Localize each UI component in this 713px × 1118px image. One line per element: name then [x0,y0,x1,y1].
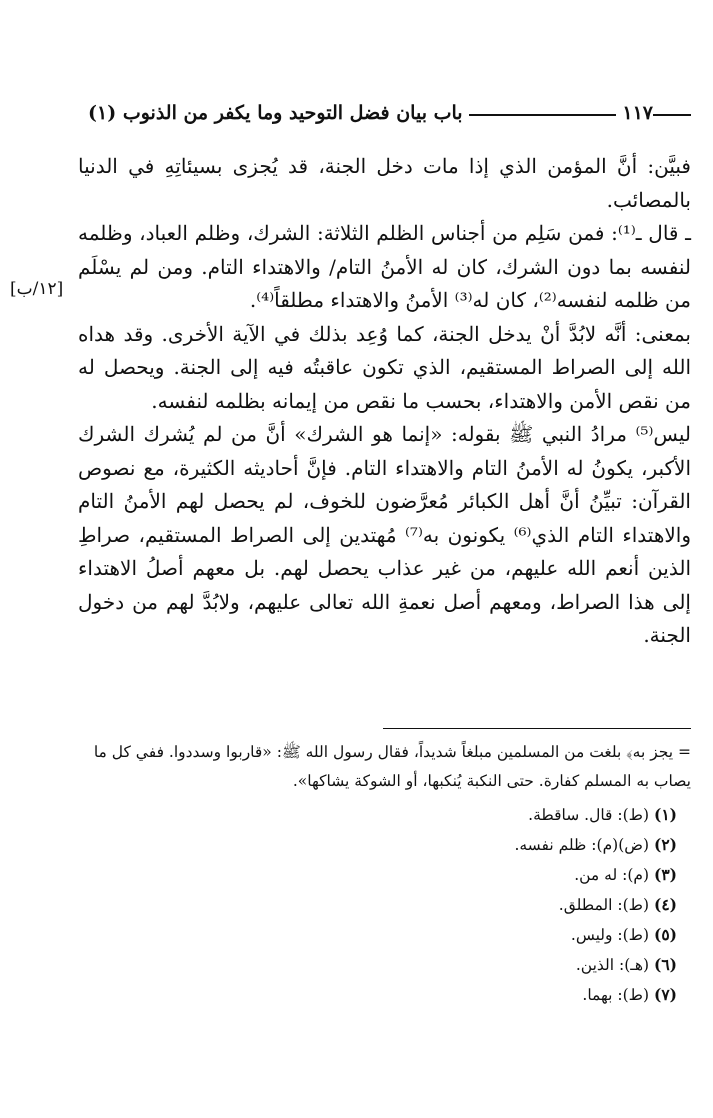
footnote-text: (ض)(م): ظلم نفسه. [514,836,650,854]
footnote-list [78,800,691,1010]
footnote-text: (ط): بهما. [582,986,650,1004]
footnote-continuation: = يجز به﴾ بلغت من المسلمين مبلغاً شديداً، فقال رسول الله ﷺ: «قاربوا وسددوا. ففي كل ما يصاب به المسلم كفارة. حتى النكبة يُنكبها، أو الشوكة يشاكها». [93,743,691,790]
paragraph: بمعنى: أنَّه لابُدَّ أنْ يدخل الجنة، كما وُعِد بذلك في الآية الأخرى. وقد هداه الله إلى الصراط المستقيم، الذي تكون عاقبتُه فيه إلى الجنة. ويحصل له من نقص الأمن والاهتداء، بحسب ما نقص من إيمانه بظلمه لنفسه. [78,321,692,413]
footnotes [78,738,691,1010]
footnote-item [78,800,677,830]
footnote-number: (٣) [653,865,677,884]
paragraph: ليس⁽⁵⁾ مرادُ النبي ﷺ بقوله: «إنما هو الشرك» أنَّ من لم يُشرك الشرك الأكبر، يكونُ له الأمنُ التام والاهتداء التام. فإنَّ أحاديثه الكثيرة، مع نصوص القرآن: تبيِّنُ أنَّ أهل الكبائر مُعرَّضون للخوف، لم يحصل لهم الأمنُ التام والاهتداء التام الذي⁽⁶⁾ يكونون به⁽⁷⁾ مُهتدين إلى الصراط المستقيم، صراطِ الذين أنعم الله عليهم، من غير عذاب يحصل لهم. بل معهم أصلُ الاهتداء إلى هذا الصراط، ومعهم أصل نعمةِ الله تعالى عليهم، ولابُدَّ لهم من دخول الجنة. [78,422,691,647]
footnote-separator [383,728,691,729]
footnote-item [78,830,677,860]
manuscript-folio-marker: [١٢/ب] [10,279,64,299]
paragraph: ـ قال ـ⁽¹⁾: فمن سَلِم من أجناس الظلم الثلاثة: الشرك، وظلم العباد، وظلمه لنفسه بما دون الشرك، كان له الأمنُ التام/ والاهتداء التام. ومن لم يسْلَم من ظلمه لنفسه⁽²⁾، كان له⁽³⁾ الأمنُ والاهتداء مطلقاً⁽⁴⁾. [78,221,692,312]
footnote-text: (ط): وليس. [570,926,650,944]
footnote-number: (٧) [653,985,677,1004]
footnote-text: (م): له من. [574,866,650,884]
main-text [78,150,691,653]
footnote-text: (ط): قال. ساقطة. [528,806,650,824]
paragraph: فبيَّن: أنَّ المؤمن الذي إذا مات دخل الجنة، قد يُجزى بسيئاتِهِ في الدنيا بالمصائب. [78,154,691,212]
header-rule [469,114,617,116]
footnote-number: (٢) [653,835,677,854]
page-number: ١١٧ [622,102,653,124]
footnote-number: (١) [653,805,677,824]
footnote-item [78,980,677,1010]
footnote-item [78,920,677,950]
chapter-title: باب بيان فضل التوحيد وما يكفر من الذنوب (١) [88,102,463,124]
header-tail-rule [653,114,691,116]
footnote-item [78,860,677,890]
footnote-text: (هـ): الذين. [575,956,650,974]
footnote-number: (٥) [653,925,677,944]
running-header [88,88,691,124]
footnote-number: (٤) [653,895,677,914]
footnote-text: (ط): المطلق. [558,896,650,914]
footnote-item [78,950,677,980]
footnote-item [78,890,677,920]
footnote-number: (٦) [653,955,677,974]
